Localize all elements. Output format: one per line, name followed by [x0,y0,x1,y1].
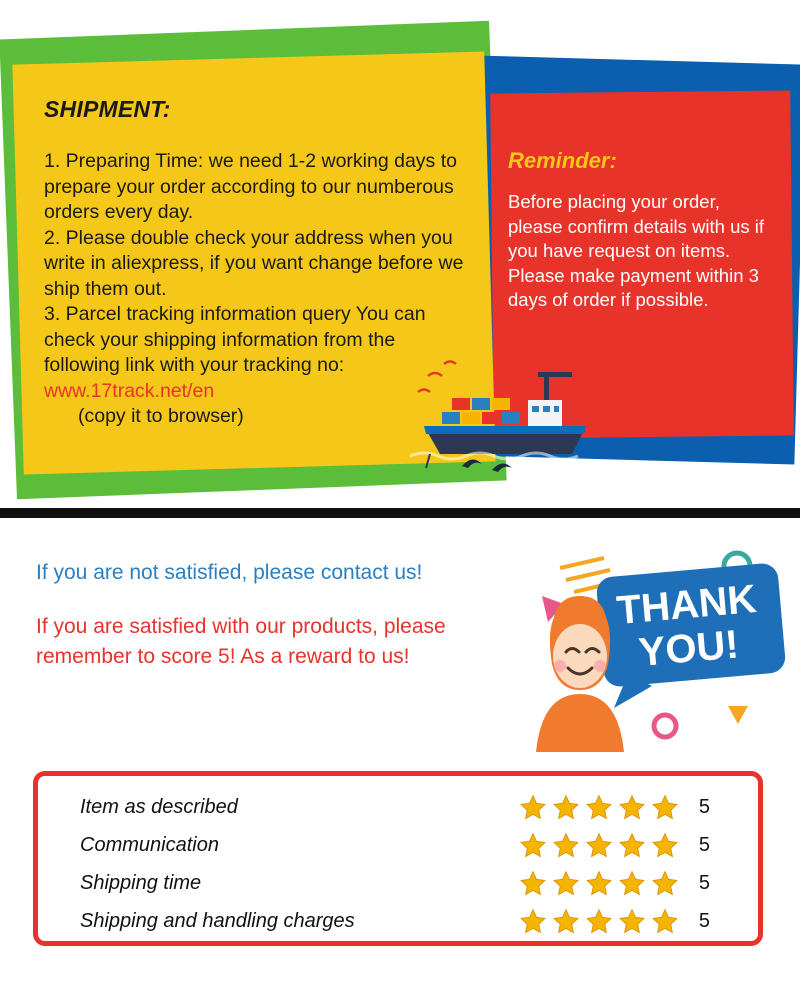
star-icon [520,870,546,896]
rating-rows [38,776,758,940]
table-row [38,864,758,902]
star-icon [520,794,546,820]
shipment-line-3-text: 3. Parcel tracking information query You can check your shipping information from the following link with your tracking no: [44,303,426,376]
star-icon [652,870,678,896]
section-divider [0,508,800,518]
rating-label: Shipping and handling charges [80,909,355,932]
reminder-title: Reminder: [508,148,617,173]
star-icon [652,794,678,820]
thank-you-line-2: YOU! [636,622,741,675]
rating-score: 5 [698,909,710,932]
copy-note: (copy it to browser) [78,405,244,427]
feedback-panel [0,518,800,1000]
star-icon [553,794,579,820]
reminder-body [508,190,776,313]
reminder-content [508,148,776,313]
star-icon [586,794,612,820]
rating-score: 5 [698,795,710,818]
table-row [38,788,758,826]
rating-box [33,771,763,946]
table-row [38,826,758,864]
star-icon [652,832,678,858]
rating-score: 5 [698,871,710,894]
rating-label: Communication [80,833,219,856]
star-icon [553,908,579,934]
rating-label: Item as described [80,795,238,818]
shipment-title: SHIPMENT: [44,96,171,122]
star-icon [652,908,678,934]
thank-you-line-1: THANK [614,576,759,633]
rating-label: Shipping time [80,871,202,894]
reminder-text: Before placing your order, please confirm details with us if you have request on items. Please make payment within 3 days of order if possible. [508,191,765,310]
star-icon [520,908,546,934]
star-icon [520,832,546,858]
star-icon [586,832,612,858]
cargo-ship-illustration [400,350,620,490]
feedback-messages [36,558,456,672]
star-icon [586,908,612,934]
star-icon [619,908,645,934]
thank-you-illustration [500,538,790,768]
not-satisfied-message: If you are not satisfied, please contact us! [36,561,423,584]
star-icon [553,870,579,896]
star-rating [520,870,678,896]
shipment-line-1: 1. Preparing Time: we need 1-2 working days to prepare your order according to our numberous orders every day. [44,150,457,223]
star-icon [586,870,612,896]
star-icon [553,832,579,858]
shipment-line-2: 2. Please double check your address when you write in aliexpress, if you want change before we ship them out. [44,226,464,300]
star-icon [619,832,645,858]
satisfied-message: If you are satisfied with our products, please remember to score 5! As a reward to us! [36,615,446,668]
star-icon [619,870,645,896]
tracking-link[interactable]: www.17track.net/en [44,379,215,402]
star-rating [520,794,678,820]
table-row [38,902,758,940]
rating-score: 5 [698,833,710,856]
star-icon [619,794,645,820]
star-rating [520,832,678,858]
star-rating [520,908,678,934]
